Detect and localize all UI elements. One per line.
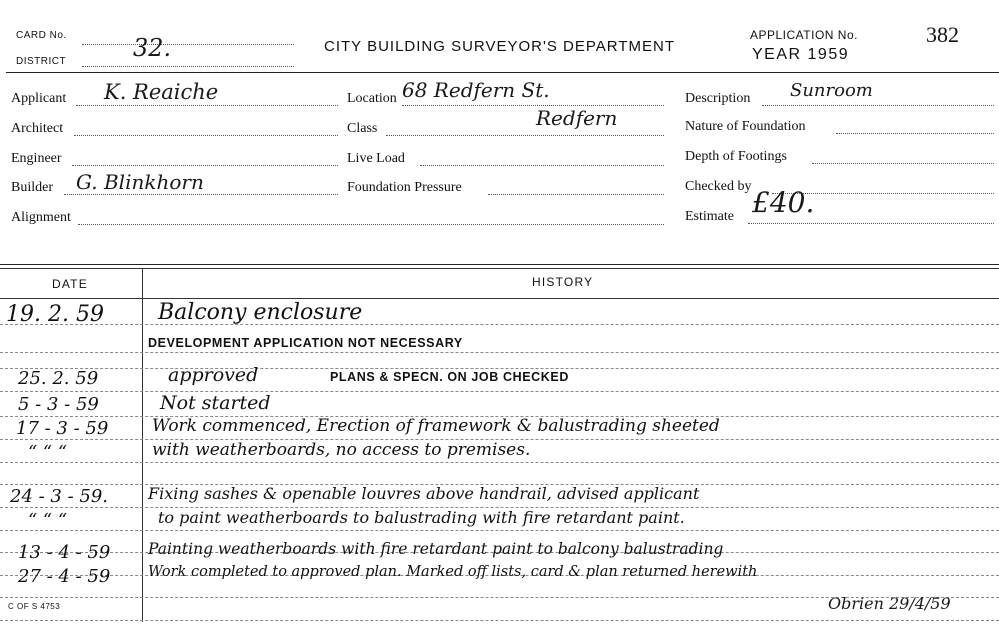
estimate-value: £40.: [752, 186, 815, 219]
history-header-rule: [0, 298, 999, 299]
history-entry: with weatherboards, no access to premises.: [152, 440, 531, 460]
history-date: “ “ “: [28, 510, 68, 531]
history-entry: to paint weatherboards to balustrading with fire retardant paint.: [158, 508, 685, 527]
architect-line: [74, 135, 338, 136]
plans-checked-stamp: PLANS & SPECN. ON JOB CHECKED: [330, 370, 569, 384]
history-date: 5 - 3 - 59: [18, 394, 99, 415]
applicant-label: Applicant: [11, 91, 67, 106]
history-entry: Work completed to approved plan. Marked off lists, card & plan returned herewith: [148, 564, 758, 580]
row-rule: [0, 530, 999, 531]
history-date: 13 - 4 - 59: [18, 542, 111, 563]
row-rule: [0, 368, 999, 369]
history-entry: Fixing sashes & openable louvres above handrail, advised applicant: [148, 484, 700, 503]
application-label: APPLICATION No.: [750, 28, 858, 42]
history-date: 17 - 3 - 59: [16, 418, 109, 439]
alignment-label: Alignment: [11, 210, 71, 225]
live-load-line: [420, 165, 664, 166]
row-rule: [0, 352, 999, 353]
district-dotted-line: [82, 66, 294, 67]
live-load-label: Live Load: [347, 151, 405, 166]
foundation-pressure-line: [488, 194, 664, 195]
district-value: 32.: [133, 34, 172, 62]
description-line: [762, 105, 994, 106]
history-entry: Balcony enclosure: [158, 300, 363, 325]
history-entry: Not started: [160, 392, 271, 414]
year-label: YEAR 1959: [752, 46, 850, 63]
applicant-value: K. Reaiche: [104, 80, 219, 104]
header-divider: [6, 72, 999, 73]
history-top-rule-inner: [0, 268, 999, 269]
location-label: Location: [347, 91, 397, 106]
alignment-line: [78, 224, 664, 225]
description-label: Description: [685, 91, 751, 106]
applicant-line: [76, 105, 338, 106]
builder-label: Builder: [11, 180, 53, 195]
district-label: DISTRICT: [16, 56, 67, 67]
class-label: Class: [347, 121, 378, 136]
nature-of-foundation-label: Nature of Foundation: [685, 119, 806, 134]
location-line: [402, 105, 664, 106]
history-date: 24 - 3 - 59.: [10, 486, 109, 507]
form-code: C OF S 4753: [8, 602, 61, 611]
history-date: 27 - 4 - 59: [18, 566, 111, 587]
builder-line: [64, 194, 338, 195]
history-date: 19. 2. 59: [6, 302, 104, 327]
application-number: 382: [926, 22, 959, 47]
row-rule: [0, 391, 999, 392]
card-no-label: CARD No.: [16, 30, 67, 41]
engineer-label: Engineer: [11, 151, 62, 166]
location-value-street: 68 Redfern St.: [402, 78, 550, 102]
history-entry: approved: [168, 364, 259, 386]
architect-label: Architect: [11, 121, 64, 136]
date-header: DATE: [52, 277, 88, 291]
builder-value: G. Blinkhorn: [76, 170, 204, 194]
checked-by-label: Checked by: [685, 179, 752, 194]
department-title: CITY BUILDING SURVEYOR'S DEPARTMENT: [324, 38, 675, 55]
depth-of-footings-label: Depth of Footings: [685, 149, 787, 164]
depth-of-footings-line: [812, 163, 994, 164]
development-stamp: DEVELOPMENT APPLICATION NOT NECESSARY: [148, 336, 463, 350]
nature-of-foundation-line: [836, 133, 994, 134]
row-rule: [0, 324, 999, 325]
class-line: [386, 135, 664, 136]
history-top-rule: [0, 264, 999, 265]
signature: Obrien 29/4/59: [828, 594, 951, 613]
engineer-line: [72, 165, 338, 166]
date-column-divider: [142, 268, 143, 622]
card-no-dotted-line: [82, 44, 294, 45]
estimate-line: [748, 223, 994, 224]
history-entry: Work commenced, Erection of framework & balustrading sheeted: [152, 416, 720, 436]
history-date: 25. 2. 59: [18, 368, 99, 389]
history-entry: Painting weatherboards with fire retardant paint to balcony balustrading: [148, 540, 724, 558]
foundation-pressure-label: Foundation Pressure: [347, 180, 462, 195]
estimate-label: Estimate: [685, 209, 734, 224]
history-header: HISTORY: [532, 275, 594, 289]
row-rule: [0, 620, 999, 621]
location-value-suburb: Redfern: [536, 106, 618, 130]
description-value: Sunroom: [790, 80, 873, 101]
history-date: “ “ “: [28, 442, 68, 463]
row-rule: [0, 462, 999, 463]
